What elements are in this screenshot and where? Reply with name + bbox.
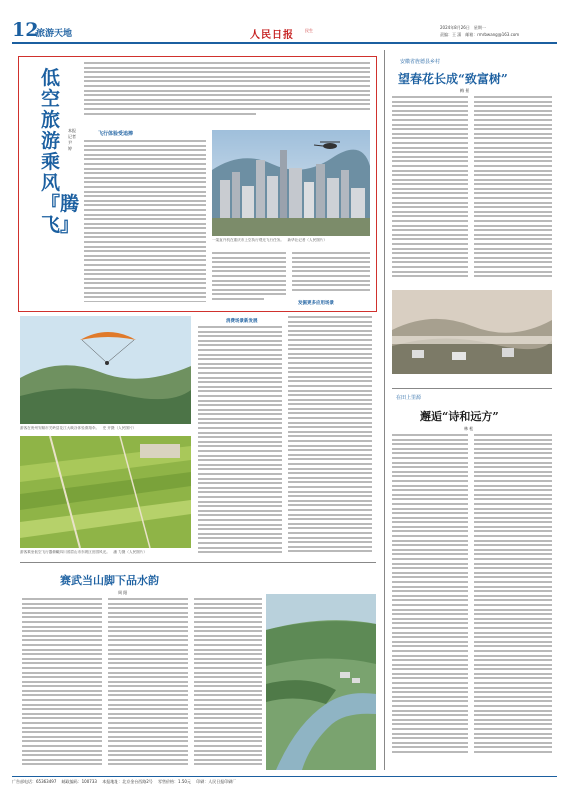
masthead-sub: 民生 (305, 28, 313, 33)
bottom-body-col-3 (194, 598, 262, 768)
footer-item: 印刷：人民日报印刷厂 (196, 779, 237, 784)
right-mid-kicker: 在田上里源 (396, 395, 422, 401)
footer-item: 零售价格：1.50元 (158, 779, 191, 784)
river-landscape-photo (266, 594, 376, 770)
feature-body-col-1 (84, 140, 206, 302)
rice-field-caption: 游客乘坐低空飞行器俯瞰四川省眉山市东坡区田园风光。 潘 力摄（人民图片） (20, 550, 147, 554)
right-mid-body-col-1 (392, 434, 468, 768)
right-top-headline: 望春花长成“致富树” (398, 72, 508, 86)
header-rule (12, 42, 557, 44)
feature-headline-line-2: 乘风 (41, 151, 61, 194)
footer-item: 本报地址：北京金台西路2号 (102, 779, 153, 784)
feature-lead-text (84, 62, 370, 124)
feature-byline: 本报记者 尹 婷 (68, 128, 80, 151)
dateline (440, 24, 560, 38)
misty-village-photo (392, 290, 552, 374)
paraglider-photo (20, 316, 191, 424)
feature-body-col-2 (212, 252, 286, 302)
feature-headline-line-1: 低空旅游 (41, 67, 61, 152)
bottom-body-col-2 (108, 598, 188, 768)
right-column-divider (384, 50, 385, 770)
bottom-article-rule (20, 562, 376, 563)
dateline-editor: 责编：王 潇 邮箱：rmrbwang@163.com (440, 32, 520, 37)
right-top-body-col-1 (392, 96, 468, 282)
right-top-author: 梅 景 (460, 88, 470, 93)
right-mid-author: 林 松 (464, 426, 474, 431)
page-number: 12 (12, 19, 39, 41)
feature-subhead: 飞行体验受追捧 (98, 131, 134, 137)
city-skyline-photo (212, 130, 370, 236)
right-top-body-col-2 (474, 96, 552, 282)
section-title: 旅游天地 (36, 29, 73, 39)
mid-body-col-2 (288, 316, 372, 558)
bottom-author: 周 阳 (118, 590, 128, 595)
feature-headline-line-3: 『腾飞』 (41, 193, 80, 236)
feature-subhead-2: 发掘更多应用场景 (298, 301, 334, 306)
right-mid-body-col-2 (474, 434, 552, 768)
mid-body-col-1 (198, 326, 282, 558)
dateline-date: 2024年8月26日 星期一 (440, 25, 486, 30)
right-top-kicker: 安徽省旌德县乡村 (400, 59, 441, 65)
right-mid-headline: 邂逅“诗和远方” (420, 410, 499, 423)
bottom-headline: 赛武当山脚下品水韵 (60, 574, 159, 587)
footer-item: 广告部电话：65363497 (12, 779, 57, 784)
city-photo-caption: 一架直升机在重庆市上空执行观光飞行任务。 新华社记者（人民图片） (212, 238, 327, 242)
rice-field-photo (20, 436, 191, 548)
mid-subhead: 消费场景新发展 (226, 319, 258, 324)
bottom-body-col-1 (22, 598, 102, 768)
footer-item: 邮政编码：100733 (61, 779, 97, 784)
masthead-logo: 人民日报 (250, 30, 294, 41)
feature-body-col-3 (292, 252, 370, 296)
right-mid-rule (392, 388, 552, 389)
paraglider-caption: 游客在贵州安顺市关岭县花江大峡谷体验滑翔伞。 史 开摄（人民图片） (20, 426, 137, 430)
page-footer (12, 776, 557, 785)
